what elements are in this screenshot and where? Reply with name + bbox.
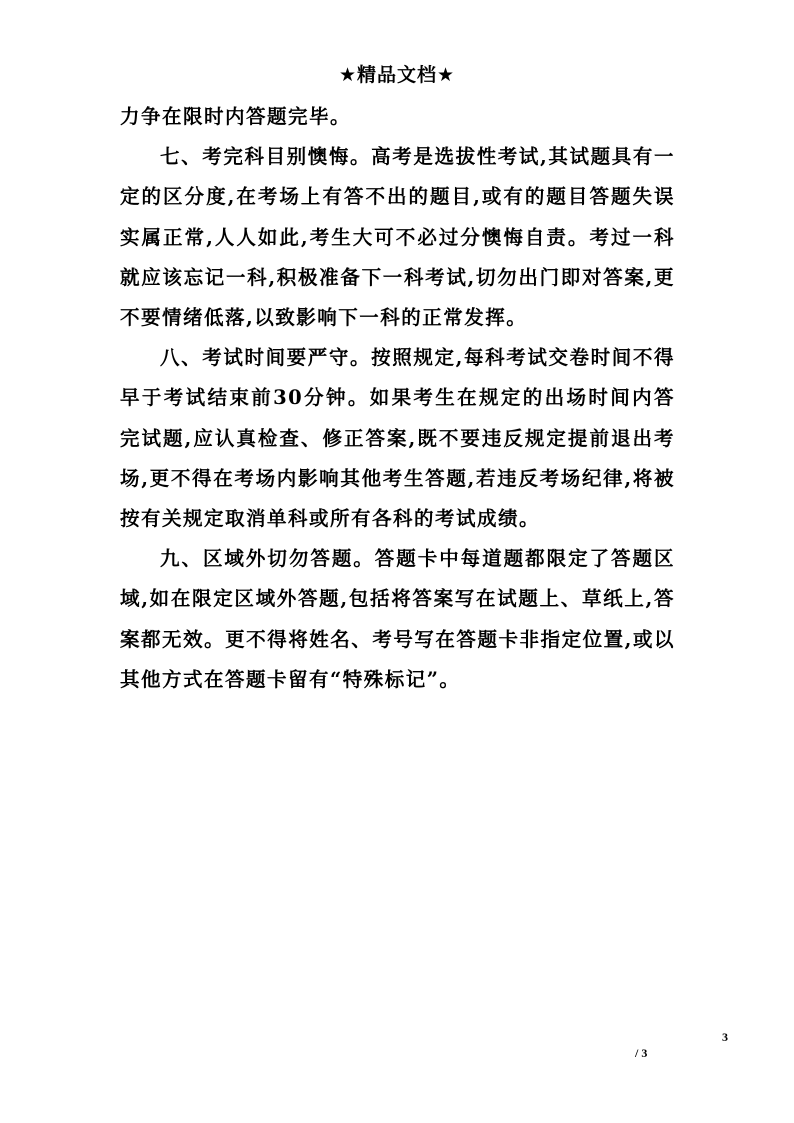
page-number: 3 [722, 1030, 728, 1044]
paragraph-section-seven: 七、考完科目别懊悔。高考是选拔性考试,其试题具有一定的区分度,在考场上有答不出的题目,或有的题目答题失误实属正常,人人如此,考生大可不必过分懊悔自责。考过一科就应该忘记一科,积极准备下一科考试,切勿出门即对答案,更不要情绪低落,以致影响下一科的正常发挥。 [120, 145, 675, 330]
paragraph-section-nine: 九、区域外切勿答题。答题卡中每道题都限定了答题区域,如在限定区域外答题,包括将答案写在试题上、草纸上,答案都无效。更不得将姓名、考号写在答题卡非指定位置,或以其他方式在答题卡留有“特殊标记”。 [120, 547, 675, 691]
paragraph-continuation: 力争在限时内答题完毕。 [120, 105, 352, 128]
document-header-title: ★精品文档★ [338, 64, 456, 86]
paragraph-section-eight: 八、考试时间要严守。按照规定,每科考试交卷时间不得早于考试结束前30分钟。如果考生在规定的出场时间内答完试题,应认真检查、修正答案,既不要违反规定提前退出考场,更不得在考场内影响其他考生答题,若违反考场纪律,将被按有关规定取消单科或所有各科的考试成绩。 [120, 346, 675, 531]
document-body [120, 97, 675, 700]
page-count: / 3 [635, 1046, 648, 1060]
